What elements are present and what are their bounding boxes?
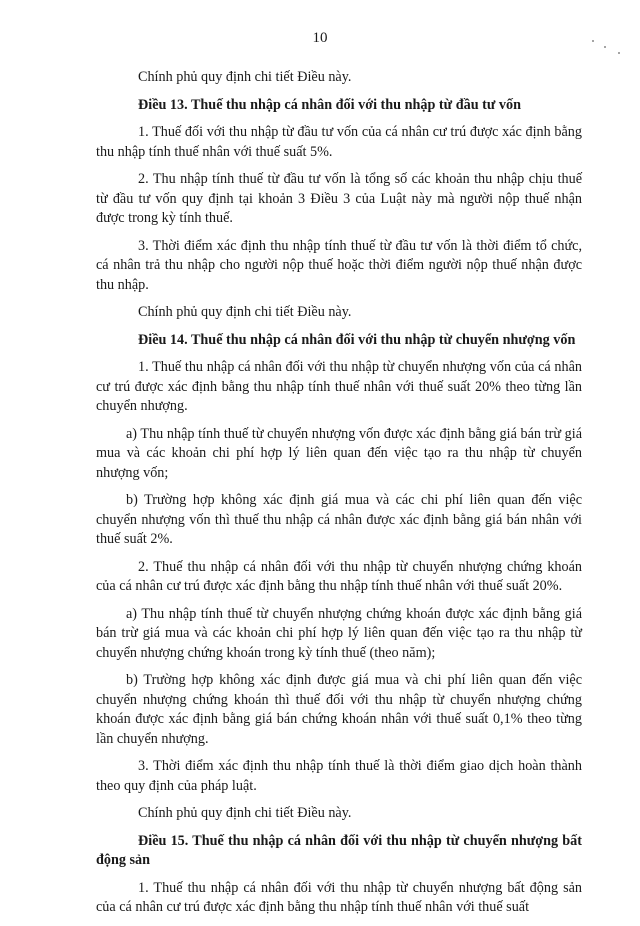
sub-paragraph: b) Trường hợp không xác định giá mua và các chi phí liên quan đến việc chuyển nhượng vốn thì thuế thu nhập cá nhân được xác định bằng giá bán nhân với thuế suất 2%.	[96, 492, 582, 547]
article-13-heading: Điều 13. Thuế thu nhập cá nhân đối với thu nhập từ đầu tư vốn	[138, 96, 521, 113]
closing-clause: Chính phủ quy định chi tiết Điều này.	[138, 805, 352, 821]
page-number: 10	[312, 30, 328, 46]
closing-clause: Chính phủ quy định chi tiết Điều này.	[138, 69, 352, 85]
paragraph: 3. Thời điểm xác định thu nhập tính thuế từ đầu tư vốn là thời điểm tổ chức, cá nhân trả thu nhập cho người nộp thuế hoặc thời điểm người nộp thuế nhận được thu nhập.	[96, 237, 582, 293]
paragraph: 3. Thời điểm xác định thu nhập tính thuế là thời điểm giao dịch hoàn thành theo quy định của pháp luật.	[96, 758, 582, 794]
sub-paragraph: a) Thu nhập tính thuế từ chuyển nhượng chứng khoán được xác định bằng giá bán trừ giá mua và các khoản chi phí hợp lý liên quan đến việc tạo ra thu nhập từ chuyển nhượng chứng khoán trong kỳ tính thuế (theo năm);	[96, 605, 582, 661]
sub-paragraph: a) Thu nhập tính thuế từ chuyển nhượng vốn được xác định bằng giá bán trừ giá mua và các khoản chi phí hợp lý liên quan đến việc tạo ra thu nhập từ chuyển nhượng vốn;	[96, 425, 582, 481]
scan-speck	[604, 46, 606, 48]
article-15-heading: Điều 15. Thuế thu nhập cá nhân đối với thu nhập từ chuyển nhượng bất động sản	[96, 832, 582, 868]
paragraph: 1. Thuế đối với thu nhập từ đầu tư vốn của cá nhân cư trú được xác định bằng thu nhập tính thuế nhân với thuế suất 5%.	[96, 124, 582, 160]
scan-speck	[592, 40, 594, 42]
scan-speck	[618, 52, 620, 54]
paragraph: 1. Thuế thu nhập cá nhân đối với thu nhập từ chuyển nhượng vốn của cá nhân cư trú được xác định bằng thu nhập tính thuế nhân với thuế suất 20% theo từng lần chuyển nhượng.	[96, 359, 582, 414]
paragraph: 2. Thuế thu nhập cá nhân đối với thu nhập từ chuyển nhượng chứng khoán của cá nhân cư trú được xác định bằng thu nhập tính thuế nhân với thuế suất 20%.	[96, 558, 582, 594]
closing-clause: Chính phủ quy định chi tiết Điều này.	[138, 304, 352, 320]
paragraph: 2. Thu nhập tính thuế từ đầu tư vốn là tổng số các khoản thu nhập chịu thuế từ đầu tư vốn quy định tại khoản 3 Điều 3 của Luật này mà người nộp thuế nhận được trong kỳ tính thuế.	[96, 171, 582, 226]
document-body	[96, 68, 582, 926]
article-14-heading: Điều 14. Thuế thu nhập cá nhân đối với thu nhập từ chuyển nhượng vốn	[138, 331, 576, 348]
paragraph: 1. Thuế thu nhập cá nhân đối với thu nhập từ chuyển nhượng bất động sản của cá nhân cư trú được xác định bằng thu nhập tính thuế nhân với thuế suất	[96, 879, 582, 915]
sub-paragraph: b) Trường hợp không xác định được giá mua và chi phí liên quan đến việc chuyển nhượng chứng khoán thì thuế đối với thu nhập từ chuyển nhượng chứng khoán được xác định bằng giá bán chứng khoán nhân với thuế suất 0,1% theo từng lần chuyển nhượng.	[96, 672, 582, 747]
